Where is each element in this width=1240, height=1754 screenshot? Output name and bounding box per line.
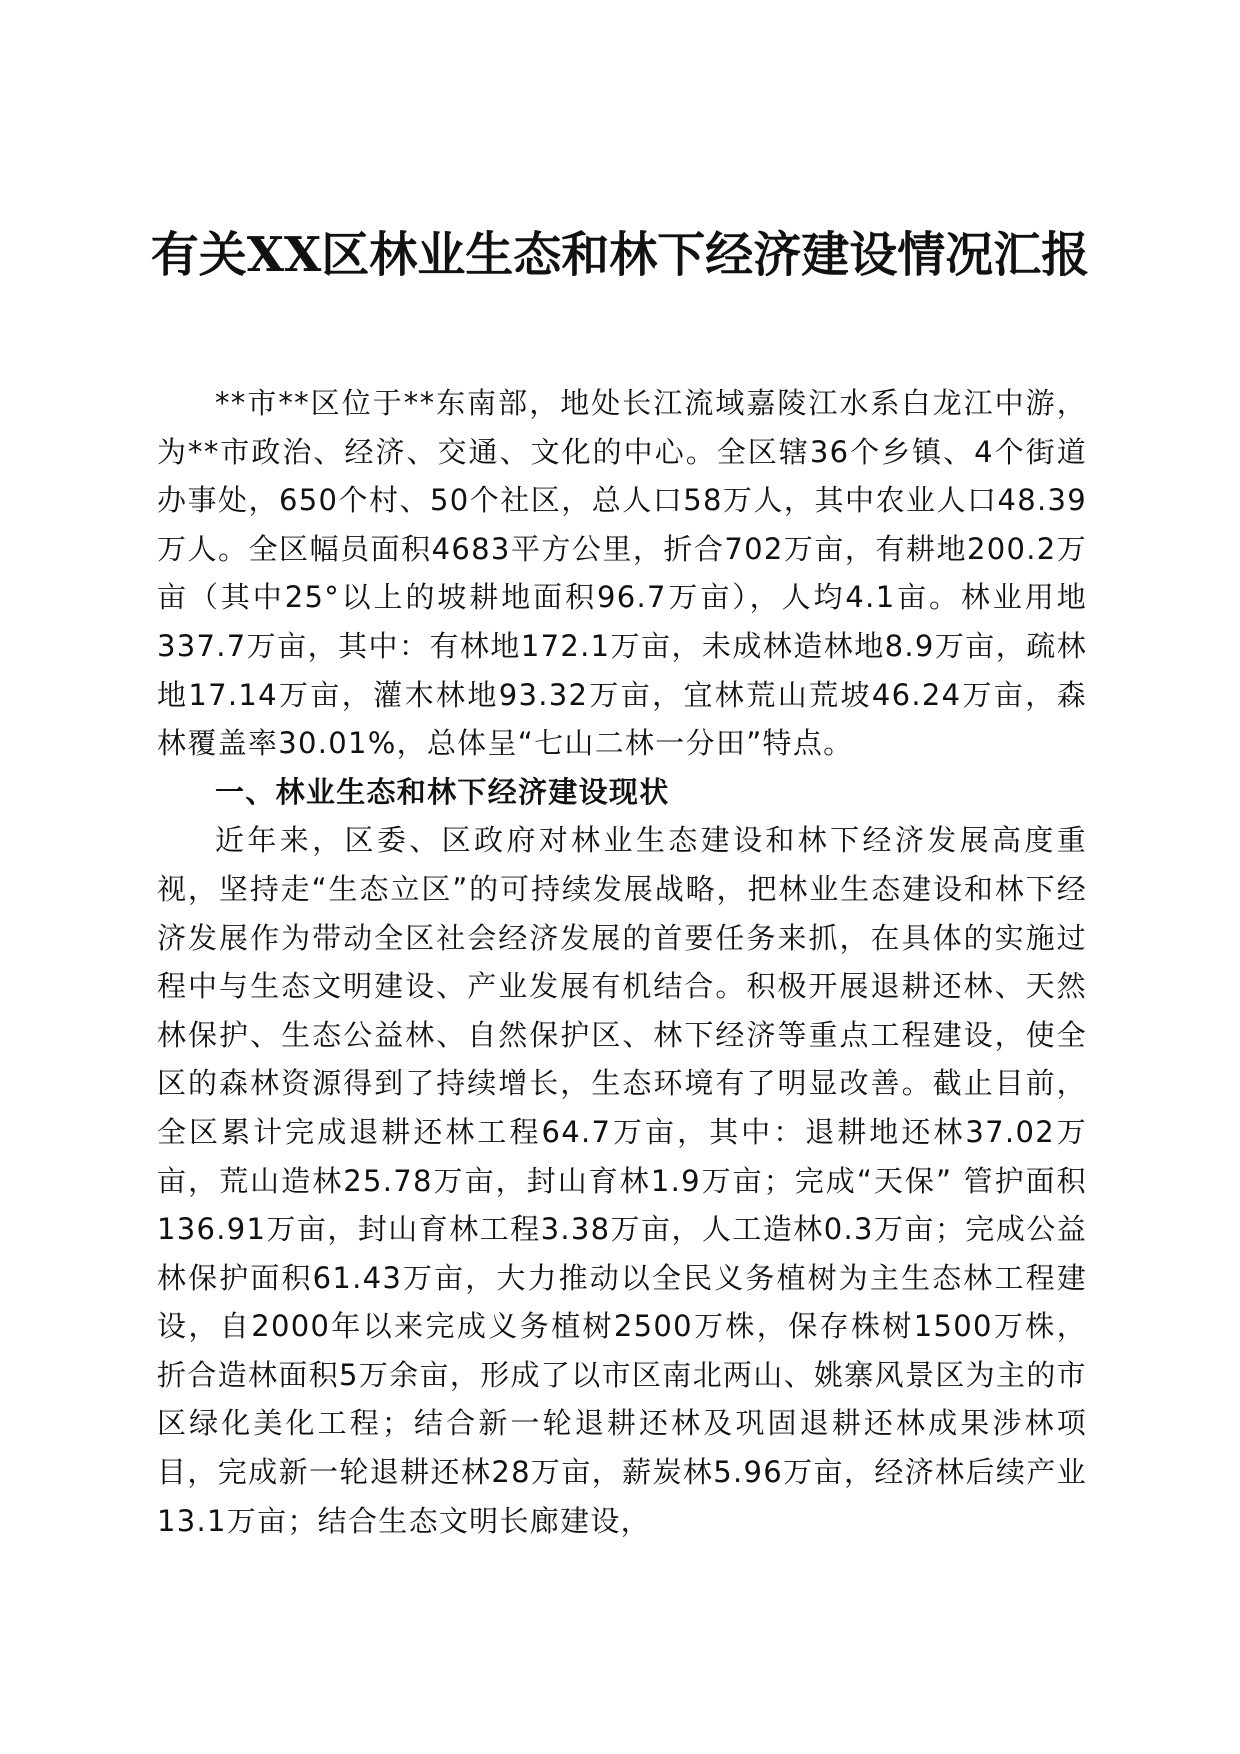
- body-paragraph: 近年来，区委、区政府对林业生态建设和林下经济发展高度重视，坚持走“生态立区”的可持续发展战略，把林业生态建设和林下经济发展作为带动全区社会经济发展的首要任务来抓，在具体的实施过程中与生态文明建设、产业发展有机结合。积极开展退耕还林、天然林保护、生态公益林、自然保护区、林下经济等重点工程建设，使全区的森林资源得到了持续增长，生态环境有了明显改善。截止目前，全区累计完成退耕还林工程64.7万亩，其中：退耕地还林37.02万亩，荒山造林25.78万亩，封山育林1.9万亩；完成“天保” 管护面积136.91万亩，封山育林工程3.38万亩，人工造林0.3万亩；完成公益林保护面积61.43万亩，大力推动以全民义务植树为主生态林工程建设，自2000年以来完成义务植树2500万株，保存株树1500万株，折合造林面积5万余亩，形成了以市区南北两山、姚寨风景区为主的市区绿化美化工程；结合新一轮退耕还林及巩固退耕还林成果涉林项目，完成新一轮退耕还林28万亩，薪炭林5.96万亩，经济林后续产业13.1万亩；结合生态文明长廊建设，: [157, 823, 1087, 1538]
- intro-paragraph: **市**区位于**东南部，地处长江流域嘉陵江水系白龙江中游，为**市政治、经济、交通、文化的中心。全区辖36个乡镇、4个街道办事处，650个村、50个社区，总人口58万人，其中农业人口48.39万人。全区幅员面积4683平方公里，折合702万亩，有耕地200.2万亩（其中25°以上的坡耕地面积96.7万亩），人均4.1亩。林业用地337.7万亩，其中：有林地172.1万亩，未成林造林地8.9万亩，疏林地17.14万亩，灌木林地93.32万亩，宜林荒山荒坡46.24万亩，森林覆盖率30.01%，总体呈“七山二林一分田”特点。: [157, 386, 1087, 761]
- document-body: [157, 379, 1087, 1545]
- section-heading: 一、林业生态和林下经济建设现状: [215, 774, 670, 809]
- document-title: 有关XX区林业生态和林下经济建设情况汇报: [150, 227, 1090, 283]
